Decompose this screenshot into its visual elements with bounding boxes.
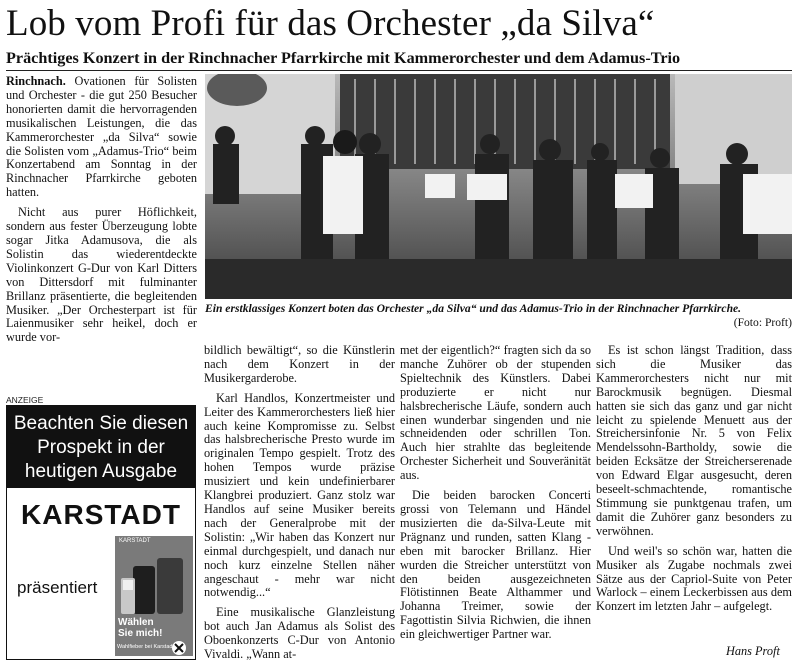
paragraph: Es ist schon längst Tradition, dass sich die Musiker das Kammerorchesters nicht nur mit Barockmusik begnügen. Diesmal hatten sie sich das ganz und gar nicht leicht zu spielende Menuett aus der Streichersinfonie Nr. 5 von Felix Mendelssohn-Bartholdy, sowie die beiden Ecksätze der Streicherserenade von Edward Elgar ausgesucht, deren beseelt-schmachtende, romantische Stimmung sie punktgenau trafen, um damit die Zuhörer ganz besonders zu verwöhnen. — [596, 343, 792, 538]
advert-image-footer: Wahlfieber bei Karstadt. — [117, 644, 176, 650]
advert-image-brand: KARSTADT — [119, 538, 151, 544]
paragraph: Eine musikalische Glanzleistung bot auch Jan Adamus als Solist des Oboenkonzerts C-Dur von Antonio Vivaldi. „Wann at- — [204, 605, 395, 662]
photo-caption — [205, 302, 792, 329]
concert-photo-image — [205, 74, 792, 299]
advert-image — [115, 536, 193, 656]
karstadt-logo: KARSTADT — [21, 499, 181, 530]
advert-headline — [7, 406, 195, 488]
article-column-2 — [204, 344, 395, 663]
paragraph: met der eigentlich?“ fragten sich da so manche Zuhörer ob der stupenden Spieltechnik des Künstlers. Dabei produzierte er nicht nur halsbrecherische Läufe, sondern auch einen wunderbar singenden und nie schneidenden oder schrillen Ton. Auch hier strahlte das begleitende Orchester Sicherheit und Souveränität aus. — [400, 343, 591, 483]
tagline-line: Wählen — [118, 617, 154, 628]
advert-headline-line: Prospekt in der — [37, 437, 165, 458]
paragraph: Und weil's so schön war, hatten die Musiker als Zugabe nochmals zwei Sätze aus der Capriol-Suite von Peter Warlock – einem Leckerbissen aus dem Konzert im letzten Jahr – aufgelegt. — [596, 543, 792, 614]
caption-text: Ein erstklassiges Konzert boten das Orchester „da Silva“ und das Adamus-Trio in der Rinchnacher Pfarrkirche. — [205, 302, 742, 315]
author-byline: Hans Proft — [726, 644, 780, 658]
karstadt-advert — [6, 405, 196, 660]
headline-rule — [6, 70, 792, 71]
dateline: Rinchnach. — [6, 74, 66, 88]
advert-image-tagline — [118, 618, 162, 639]
tagline-line: Sie mich! — [118, 627, 163, 639]
advert-presents: präsentiert — [17, 578, 98, 597]
advert-headline-line: Beachten Sie diesen — [13, 413, 189, 434]
paragraph: Nicht aus purer Höflichkeit, sondern aus fester Überzeugung lobte sogar Jitka Adamusova, die als Solistin das wiederentdeckte Violinkonzert G-Dur von Karl Ditters von Dittersdorf mit fulminanter Brillanz präsentierte, die begleitenden Musiker. „Der Orchesterpart ist für Laienmusiker sehr heikel, doch er wurde vor- — [6, 205, 197, 345]
article-column-1 — [6, 75, 197, 351]
paragraph: Karl Handlos, Konzertmeister und Leiter des Kammerorchesters ließ hier auch keine Kompromisse zu. Selbst das halsbrecherische Presto wurde im originalen Tempo gespielt. Trotz des hohen Tempos wurde präzise musiziert und kein undefinierbarer Klangbrei produziert. Ganz stolz war Handlos auf seine Musiker bereits nach der Generalprobe mit der Solistin: „Wir haben das Konzert nur einmal durchgespielt, und danach nur noch kurz einzelne Stellen näher angeschaut - mehr war nicht notwendig...“ — [204, 390, 395, 600]
paragraph: bildlich bewältigt“, so die Künstlerin nach dem Konzert in der Musikergarderobe. — [204, 343, 395, 385]
article-column-3 — [400, 344, 591, 648]
paragraph-text: Ovationen für Solisten und Orchester - die gut 250 Besucher honorierten damit die hervorragenden musikalischen Leistungen, die das Kammerorchester „da Silva“ sowie die Solisten vom „Adamus-Trio“ beim Konzertabend am Sonntag in der Rinchnacher Pfarrkirche geboten hatten. — [6, 74, 197, 200]
advert-label: ANZEIGE — [6, 395, 44, 405]
headline: Lob vom Profi für das Orchester „da Silva“ — [6, 3, 655, 44]
subheadline: Prächtiges Konzert in der Rinchnacher Pfarrkirche mit Kammerorchester und dem Adamus-Trio — [6, 49, 681, 67]
article-column-4 — [596, 344, 792, 620]
advert-headline-line: heutigen Ausgabe — [24, 461, 178, 482]
paragraph — [6, 75, 197, 200]
paragraph: Die beiden barocken Concerti grossi von Telemann und Händel musizierten die da-Silva-Leute mit Prägnanz und runden, satten Klang - eben mit barocker Brillanz. Hier wurden die Streicher unterstützt von den beiden ausgezeichneten Flötistinnen Beate Althammer und Johanna Treimer, sowie der Fagottistin Silvia Richwien, die ihnen ein gleichwertiger Partner war. — [400, 488, 591, 642]
concert-photo — [205, 74, 792, 299]
photo-credit: (Foto: Proft) — [733, 315, 792, 329]
